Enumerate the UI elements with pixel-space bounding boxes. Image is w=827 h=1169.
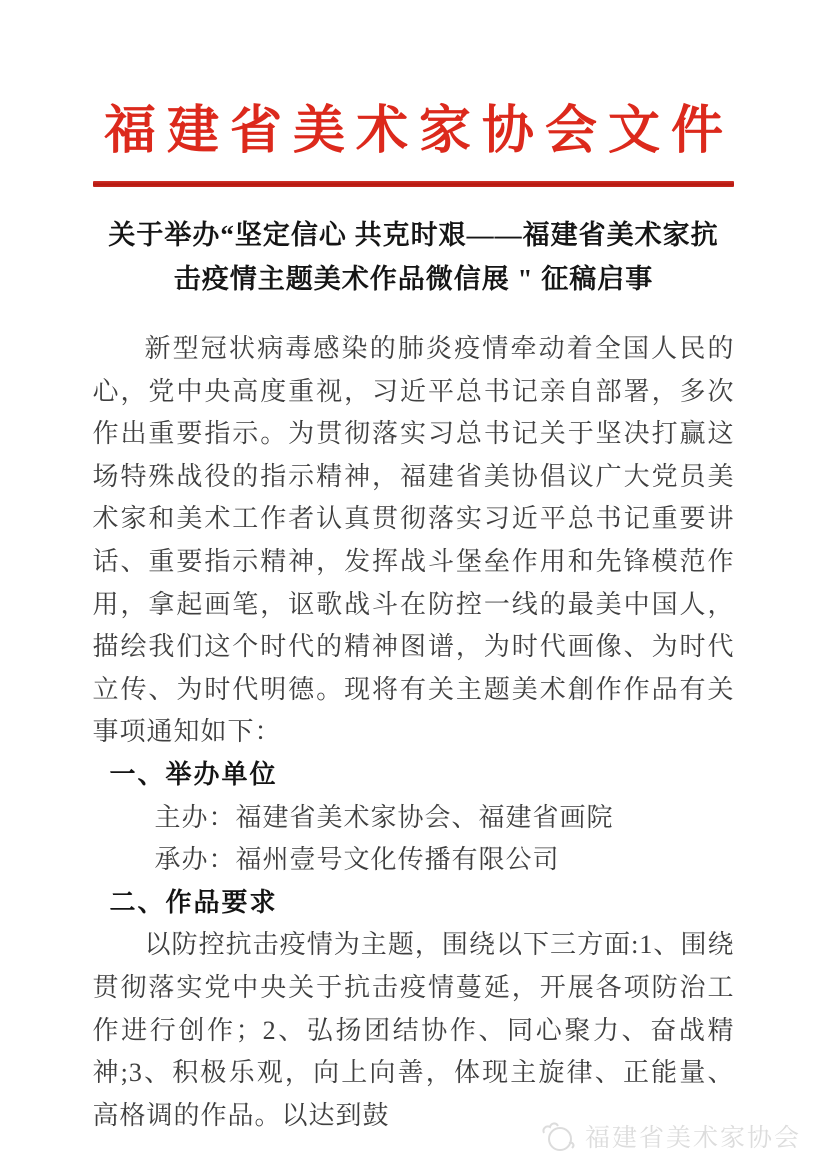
document-title-line-1: 关于举办“坚定信心 共克时艰——福建省美术家抗 — [108, 220, 719, 250]
letterhead-divider — [93, 181, 734, 187]
section-1-heading: 一、举办单位 — [109, 759, 278, 789]
paragraph-requirements: 以防控抗击疫情为主题，围绕以下三方面:1、围绕贯彻落实党中央关于抗击疫情蔓延，开展各项防治工作进行创作；2、弘扬团结协作、同心聚力、奋战精神;3、积极乐观，向上向善，体现主旋律、正能量、高格调的作品。以达到鼓 — [92, 930, 735, 1130]
document-title-line-2: 击疫情主题美术作品微信展 " 征稿启事 — [173, 264, 654, 294]
document-body — [93, 328, 735, 1137]
letterhead — [0, 0, 827, 163]
association-logo-icon — [538, 1119, 578, 1153]
footer-watermark — [538, 1118, 801, 1154]
letterhead-title: 福建省美术家协会文件 — [103, 103, 734, 160]
host-line: 主办：福建省美术家协会、福建省画院 — [154, 802, 614, 832]
organizer-line: 承办：福州壹号文化传播有限公司 — [154, 845, 560, 875]
section-2-heading: 二、作品要求 — [109, 887, 278, 917]
footer-brand-text: 福建省美术家协会 — [584, 1125, 801, 1152]
paragraph-intro: 新型冠状病毒感染的肺炎疫情牵动着全国人民的心，党中央高度重视，习近平总书记亲自部署，多次作出重要指示。为贯彻落实习总书记关于坚决打赢这场特殊战役的指示精神，福建省美协倡议广大党员美术家和美术工作者认真贯彻落实习近平总书记重要讲话、重要指示精神，发挥战斗堡垒作用和先锋模范作用，拿起画笔，讴歌战斗在防控一线的最美中国人，描绘我们这个时代的精神图谱，为时代画像、为时代立传、为时代明德。现将有关主题美术創作作品有关事项通知如下： — [92, 334, 735, 747]
document-title — [0, 213, 827, 301]
